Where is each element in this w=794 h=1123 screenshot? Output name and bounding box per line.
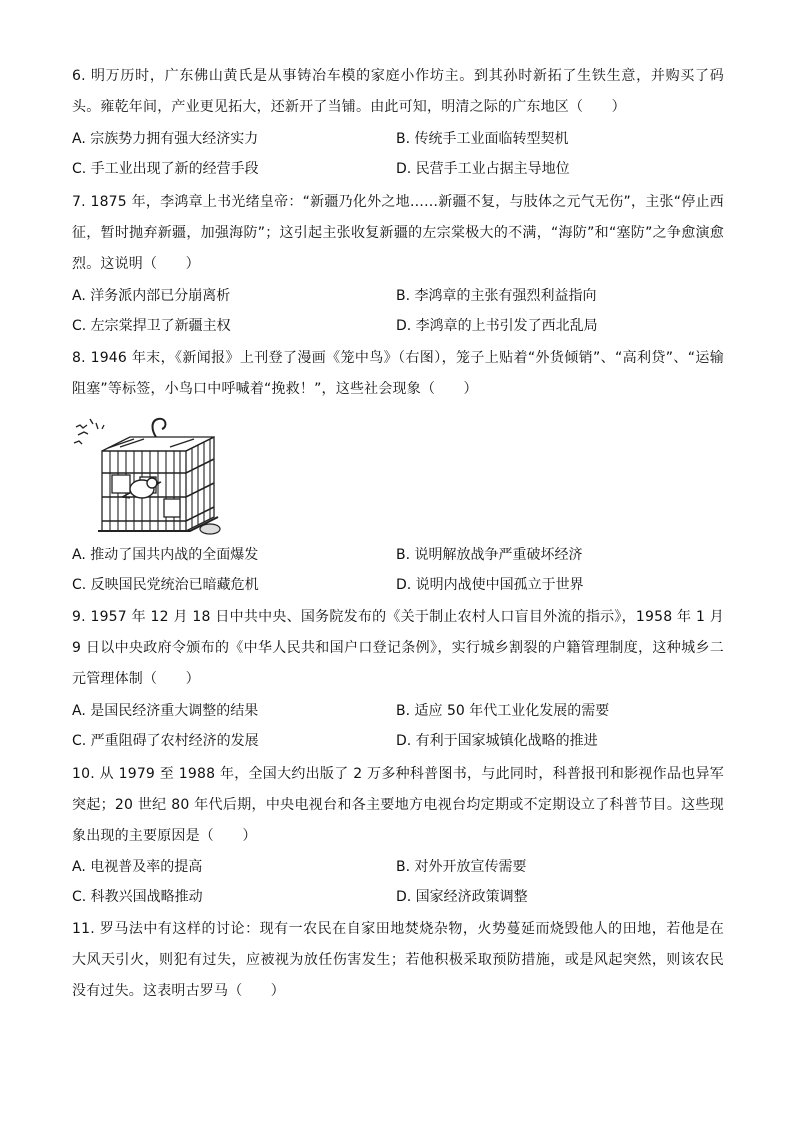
bird-cage-cartoon-icon — [70, 413, 230, 541]
question-10-stem: 10. 从 1979 至 1988 年，全国大约出版了 2 万多种科普图书，与此同时，科普报刊和影视作品也异军突起；20 世纪 80 年代后期，中央电视台和各主要地方电视台均定期或不定期设立了科普节目。这些现象出现的主要原因是（ ） — [72, 766, 724, 844]
q8-option-d[interactable]: D. 说明内战使中国孤立于世界 — [396, 577, 584, 593]
q9-option-c[interactable]: C. 严重阻碍了农村经济的发展 — [72, 733, 259, 749]
q7-option-a[interactable]: A. 洋务派内部已分崩离析 — [72, 288, 231, 304]
q8-option-c[interactable]: C. 反映国民党统治已暗藏危机 — [72, 577, 259, 593]
q10-option-b[interactable]: B. 对外开放宣传需要 — [396, 859, 527, 875]
question-6-stem: 6. 明万历时，广东佛山黄氏是从事铸冶车模的家庭小作坊主。到其孙时新拓了生铁生意，并购买了码头。雍乾年间，产业更见拓大，还新开了当铺。由此可知，明清之际的广东地区（ ） — [72, 68, 724, 115]
q6-option-d[interactable]: D. 民营手工业占据主导地位 — [396, 161, 570, 177]
q8-option-a[interactable]: A. 推动了国共内战的全面爆发 — [72, 547, 259, 563]
q6-option-c[interactable]: C. 手工业出现了新的经营手段 — [72, 161, 259, 177]
question-9-stem: 9. 1957 年 12 月 18 日中共中央、国务院发布的《关于制止农村人口盲目外流的指示》，1958 年 1 月 9 日以中央政府令颁布的《中华人民共和国户口登记条例》，实行城乡割裂的户籍管理制度，这种城乡二元管理体制（ ） — [72, 609, 724, 687]
q10-option-a[interactable]: A. 电视普及率的提高 — [72, 859, 203, 875]
question-10-options — [72, 852, 724, 912]
question-6-options — [72, 124, 724, 184]
q9-option-d[interactable]: D. 有利于国家城镇化战略的推进 — [396, 733, 598, 749]
q10-option-d[interactable]: D. 国家经济政策调整 — [396, 889, 528, 905]
q7-option-d[interactable]: D. 李鸿章的上书引发了西北乱局 — [396, 318, 598, 334]
question-7-options — [72, 281, 724, 341]
question-8-stem: 8. 1946 年末，《新闻报》上刊登了漫画《笼中鸟》（右图），笼子上贴着“外货倾销”、“高利贷”、“运输阻塞”等标签，小鸟口中呼喊着“挽救！”，这些社会现象（ ） — [72, 350, 724, 397]
q6-option-b[interactable]: B. 传统手工业面临转型契机 — [396, 131, 569, 147]
q8-option-b[interactable]: B. 说明解放战争严重破坏经济 — [396, 547, 583, 563]
q7-option-b[interactable]: B. 李鸿章的主张有强烈利益指向 — [396, 288, 597, 304]
q6-option-a[interactable]: A. 宗族势力拥有强大经济实力 — [72, 131, 259, 147]
q7-option-c[interactable]: C. 左宗棠捍卫了新疆主权 — [72, 318, 231, 334]
bird-cage-cartoon — [70, 413, 230, 541]
question-11-stem: 11. 罗马法中有这样的讨论：现有一农民在自家田地焚烧杂物，火势蔓延而烧毁他人的田地，若他是在大风天引火，则犯有过失，应被视为放任伤害发生；若他积极采取预防措施，或是风起突然，则该农民没有过失。这表明古罗马（ ） — [72, 921, 724, 999]
q10-option-c[interactable]: C. 科教兴国战略推动 — [72, 889, 203, 905]
question-7-stem: 7. 1875 年，李鸿章上书光绪皇帝：“新疆乃化外之地……新疆不复，与肢体之元气无伤”，主张“停止西征，暂时抛弃新疆，加强海防”；这引起主张收复新疆的左宗棠极大的不满，“海防”和“塞防”之争愈演愈烈。这说明（ ） — [72, 194, 724, 272]
q9-option-b[interactable]: B. 适应 50 年代工业化发展的需要 — [396, 703, 610, 719]
q9-option-a[interactable]: A. 是国民经济重大调整的结果 — [72, 703, 259, 719]
question-8-options — [72, 540, 724, 600]
question-9-options — [72, 696, 724, 756]
